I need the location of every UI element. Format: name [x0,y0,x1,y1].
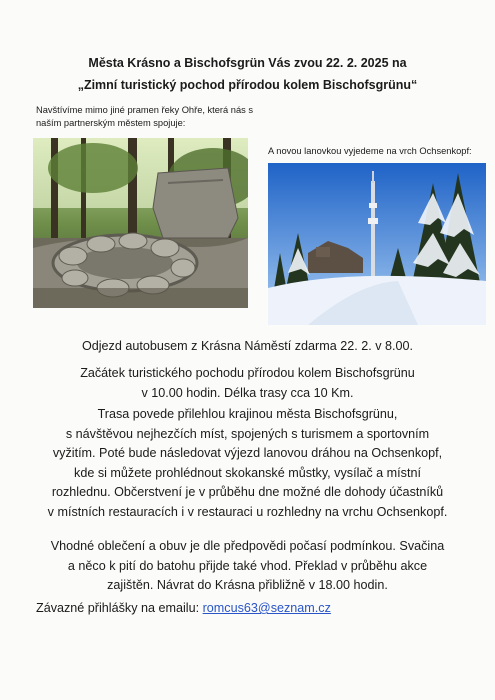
event-title: „Zimní turistický pochod přírodou kolem Bischofsgrünu“ [77,78,418,92]
start-line: Začátek turistického pochodu přírodou kolem Bischofsgrünu [80,366,415,380]
start-line: v 10.00 hodin. Délka trasy cca 10 Km. [141,385,354,400]
route-line: v místních restauracích i v restauraci u rozhledny na vrchu Ochsenkopf. [47,504,448,519]
email-link[interactable]: romcus63@seznam.cz [202,601,331,615]
clothing-line: zajištěn. Návrat do Krásna přibližně v 18.00 hodin. [107,578,388,592]
route-line: kde si můžete prohlédnout skokanské můstky, vysílač a místní [74,465,421,480]
registration-label: Závazné přihlášky na emailu: [36,601,203,615]
route-line: s návštěvou nejhezčích míst, spojených s turismem a sportovním [65,426,430,441]
route-line: rozhlednu. Občerstvení je v průběhu dne možné dle dohody účastníků [51,485,444,499]
departure-text: Odjezd autobusem z Krásna Náměstí zdarma 22. 2. v 8.00. [81,339,414,353]
clothing-info [0,537,495,596]
registration-info [36,601,331,615]
clothing-line: a něco k pití do batohu přijde také vhod. Překlad v průběhu akce [67,558,428,573]
route-line: Trasa povede přilehlou krajinou města Bischofsgrünu, [97,407,398,421]
invitation-title: Města Krásno a Bischofsgrün Vás zvou 22. 2. 2025 na [88,56,407,70]
route-description [0,405,495,522]
route-line: vyžitím. Poté bude následovat výjezd lanovou dráhou na Ochsenkopf, [52,446,443,460]
cable-car-caption: A novou lanovkou vyjedeme na vrch Ochsenkopf: [268,146,472,156]
clothing-line: Vhodné oblečení a obuv je dle předpovědi počasí podmínkou. Svačina [50,539,445,553]
ochsenkopf-photo [268,163,486,325]
start-info [0,364,495,403]
intro-text: Navštívíme mimo jiné pramen řeky Ohře, která nás s naším partnerským městem spojuje: [36,105,253,128]
spring-photo [33,138,248,308]
